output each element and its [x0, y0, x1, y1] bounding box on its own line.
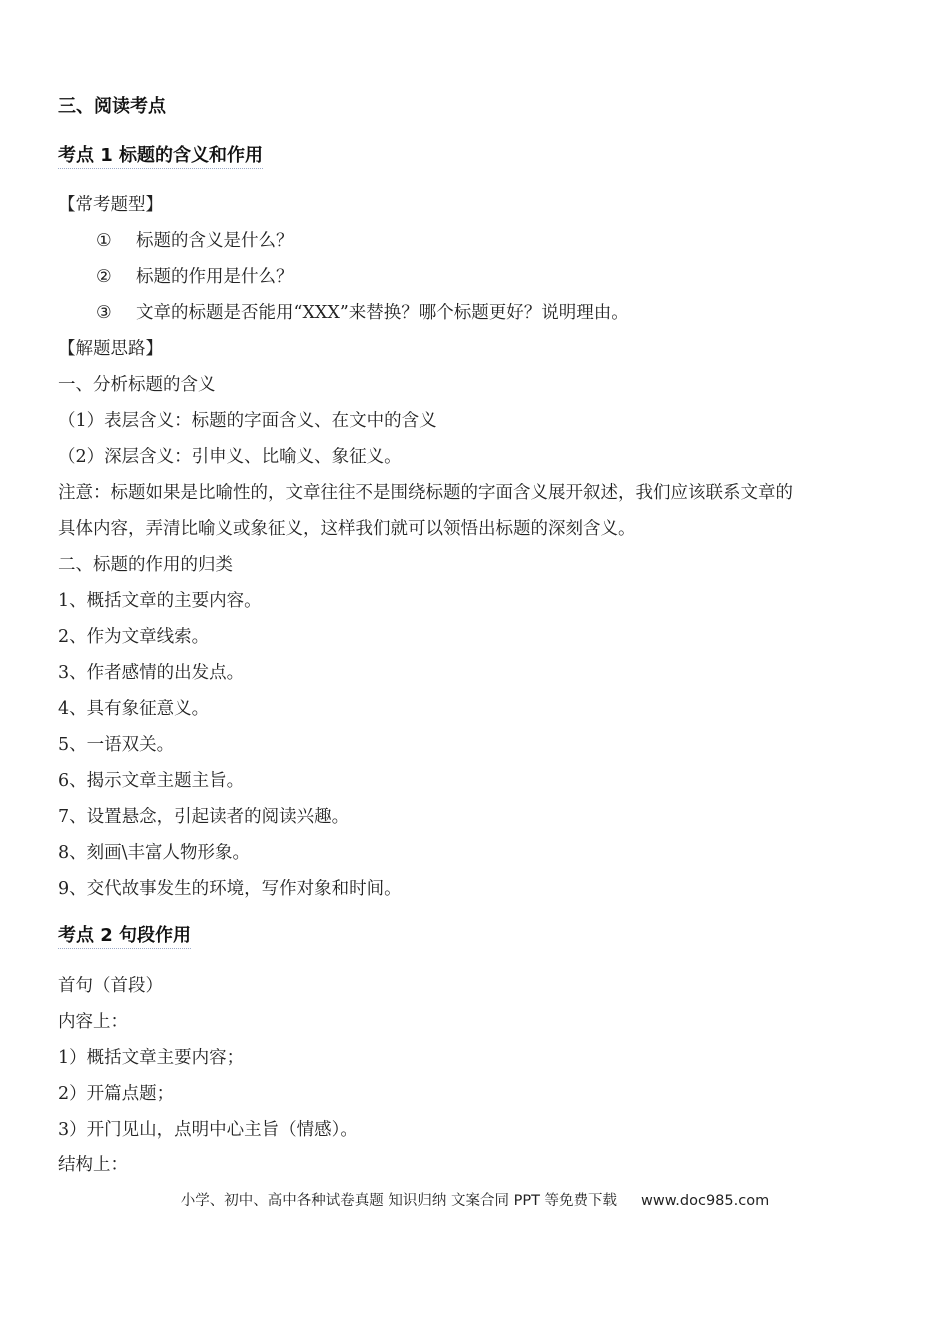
content-item: 2）开篇点题； — [58, 1084, 175, 1104]
function-item: 2、作为文章线索。 — [58, 627, 210, 647]
question-item — [96, 301, 629, 325]
footer-text: 小学、初中、高中各种试卷真题 知识归纳 文案合同 PPT 等免费下载 — [180, 1193, 618, 1209]
functions-heading: 二、标题的作用的归类 — [58, 555, 233, 575]
function-item: 3、作者感情的出发点。 — [58, 663, 245, 683]
function-item: 9、交代故事发生的环境，写作对象和时间。 — [58, 879, 402, 899]
function-item: 4、具有象征意义。 — [58, 699, 210, 719]
analysis-heading: 一、分析标题的含义 — [58, 375, 216, 395]
function-item: 7、设置悬念，引起读者的阅读兴趣。 — [58, 807, 350, 827]
section-title: 三、阅读考点 — [58, 96, 166, 117]
function-item: 1、概括文章的主要内容。 — [58, 591, 262, 611]
note-line: 注意：标题如果是比喻性的，文章往往不是围绕标题的字面含义展开叙述，我们应该联系文章的 — [58, 483, 793, 503]
deep-meaning: （2）深层含义：引申义、比喻义、象征义。 — [58, 447, 402, 467]
point1-title: 考点 1 标题的含义和作用 — [58, 144, 263, 169]
point2-title: 考点 2 句段作用 — [58, 924, 191, 949]
question-number: ③ — [96, 303, 112, 323]
content-item: 3）开门见山，点明中心主旨（情感）。 — [58, 1120, 358, 1140]
approach-label: 【解题思路】 — [58, 339, 163, 359]
first-sentence-label: 首句（首段） — [58, 976, 163, 996]
function-item: 6、揭示文章主题主旨。 — [58, 771, 245, 791]
question-item — [96, 265, 294, 289]
structure-label: 结构上： — [58, 1155, 128, 1175]
common-types-label: 【常考题型】 — [58, 195, 163, 215]
question-text: 标题的作用是什么？ — [136, 267, 294, 287]
question-text: 标题的含义是什么？ — [136, 231, 294, 251]
content-item: 1）概括文章主要内容； — [58, 1048, 245, 1068]
page-footer — [0, 1190, 950, 1212]
note-line: 具体内容，弄清比喻义或象征义，这样我们就可以领悟出标题的深刻含义。 — [58, 519, 636, 539]
footer-site-link[interactable]: www.doc985.com — [641, 1193, 770, 1209]
question-number: ① — [96, 231, 112, 251]
content-label: 内容上： — [58, 1012, 128, 1032]
surface-meaning: （1）表层含义：标题的字面含义、在文中的含义 — [58, 411, 437, 431]
function-item: 8、刻画\丰富人物形象。 — [58, 843, 251, 863]
question-number: ② — [96, 267, 112, 287]
question-item — [96, 229, 294, 253]
function-item: 5、一语双关。 — [58, 735, 175, 755]
question-text: 文章的标题是否能用“XXX”来替换？哪个标题更好？说明理由。 — [136, 303, 629, 323]
